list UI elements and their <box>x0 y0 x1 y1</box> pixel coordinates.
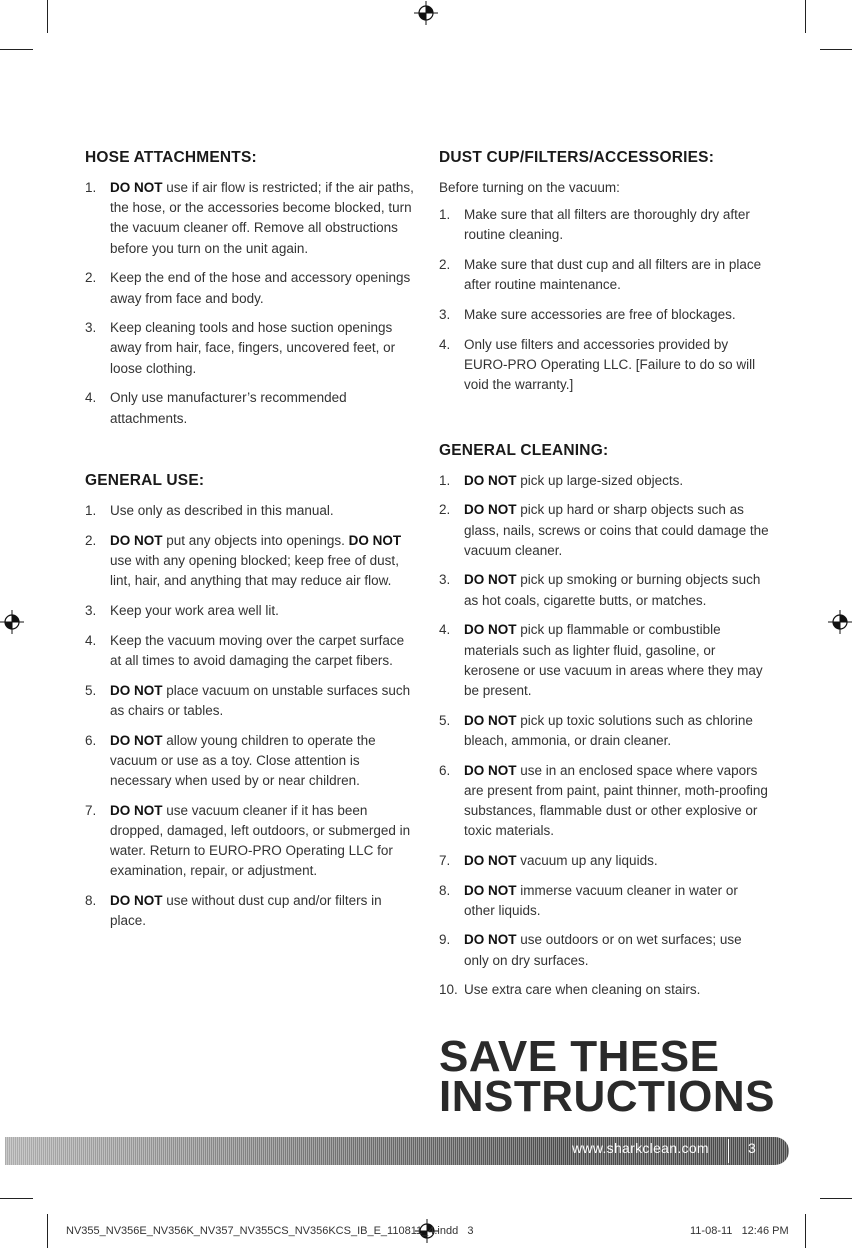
item-text: immerse vacuum cleaner in water or other liquids. <box>464 882 738 918</box>
list-item <box>439 980 769 1000</box>
item-text: vacuum up any liquids. <box>516 852 658 868</box>
list-item <box>85 318 415 379</box>
warning-emphasis: DO NOT <box>110 180 163 195</box>
warning-emphasis: DO NOT <box>464 882 517 898</box>
item-text: put any objects into openings. <box>162 532 349 548</box>
list-item <box>439 255 769 295</box>
list-item <box>439 620 769 701</box>
list-item <box>439 205 769 245</box>
dust-cup-section <box>439 149 769 395</box>
item-text: Make sure that all filters are thoroughly dry after routine cleaning. <box>464 207 750 243</box>
section-heading: HOSE ATTACHMENTS: <box>85 149 257 166</box>
item-text: use outdoors or on wet surfaces; use only on dry surfaces. <box>464 932 742 968</box>
crop-mark <box>47 1214 48 1248</box>
list-item <box>439 930 769 970</box>
warning-emphasis: DO NOT <box>110 532 163 548</box>
item-list <box>439 471 769 1001</box>
list-item <box>439 305 769 325</box>
list-item <box>85 631 415 671</box>
list-item <box>85 601 415 621</box>
warning-emphasis: DO NOT <box>464 472 517 488</box>
item-number: 3. <box>439 572 451 588</box>
registration-mark-icon <box>828 610 852 634</box>
section-heading: GENERAL CLEANING: <box>439 441 609 459</box>
item-text: Keep cleaning tools and hose suction openings away from hair, face, fingers, uncovered feet, or loose clothing. <box>110 320 396 376</box>
list-item <box>439 335 769 396</box>
item-text: Make sure accessories are free of blockages. <box>464 306 736 322</box>
item-text: place vacuum on unstable surfaces such as chairs or tables. <box>110 682 411 718</box>
item-text: Use only as described in this manual. <box>110 503 334 519</box>
list-item <box>439 881 769 921</box>
item-number: 2. <box>85 270 97 286</box>
footer-divider <box>728 1139 729 1163</box>
crop-mark <box>0 1198 33 1199</box>
list-item <box>439 711 769 751</box>
item-text: Keep the end of the hose and accessory openings away from face and body. <box>110 270 411 306</box>
item-number: 8. <box>85 892 97 908</box>
warning-emphasis: DO NOT <box>464 712 517 728</box>
list-item <box>85 268 415 308</box>
item-list <box>85 178 415 429</box>
item-number: 1. <box>439 207 451 222</box>
item-number: 5. <box>85 682 97 698</box>
item-number: 4. <box>85 390 97 406</box>
section-heading: GENERAL USE: <box>85 472 205 490</box>
item-text: use without dust cup and/or filters in place. <box>110 892 382 929</box>
save-line: SAVE THESE <box>439 1032 720 1081</box>
print-slug-date: 11-08-11 12:46 PM <box>690 1225 789 1237</box>
item-number: 8. <box>439 882 451 898</box>
crop-mark <box>820 1198 852 1199</box>
item-number: 2. <box>439 256 451 272</box>
item-number: 3. <box>85 603 97 619</box>
item-text: use with any opening blocked; keep free of dust, lint, hair, and anything that may reduce air flow. <box>110 553 399 589</box>
item-number: 3. <box>85 320 97 336</box>
left-column <box>85 149 415 941</box>
list-item <box>85 891 415 931</box>
general-cleaning-section <box>439 442 769 1001</box>
general-use-section <box>85 472 415 931</box>
list-item <box>85 178 415 259</box>
list-item <box>85 681 415 721</box>
item-number: 6. <box>439 762 451 778</box>
item-text: use vacuum cleaner if it has been dropped, damaged, left outdoors, or submerged in water. Return to EURO-PRO Operating LLC for examination, repair, or adjustment. <box>110 802 411 879</box>
list-item <box>439 500 769 561</box>
list-item <box>439 471 769 491</box>
item-text: allow young children to operate the vacuum or use as a toy. Close attention is necessary when used by or near children. <box>110 732 376 788</box>
list-item <box>85 501 415 521</box>
item-text: pick up flammable or combustible materials such as lighter fluid, gasoline, or kerosene or use vacuum in areas where they may be present. <box>464 622 763 698</box>
list-item <box>85 801 415 882</box>
crop-mark <box>805 0 806 33</box>
website-link[interactable]: www.sharkclean.com <box>572 1140 709 1156</box>
item-number: 9. <box>439 932 451 948</box>
warning-emphasis: DO NOT <box>348 532 402 548</box>
crop-mark <box>0 49 33 50</box>
item-number: 1. <box>85 180 97 195</box>
hose-attachments-section <box>85 149 415 429</box>
save-line: INSTRUCTIONS <box>439 1072 775 1121</box>
crop-mark <box>47 0 48 33</box>
list-item <box>85 531 415 592</box>
item-text: Use extra care when cleaning on stairs. <box>464 982 701 998</box>
item-number: 5. <box>439 712 451 728</box>
item-text: pick up toxic solutions such as chlorine bleach, ammonia, or drain cleaner. <box>464 712 753 748</box>
page-number: 3 <box>748 1140 756 1156</box>
list-item <box>85 731 415 792</box>
warning-emphasis: DO NOT <box>464 762 517 778</box>
registration-mark-icon <box>0 610 24 634</box>
section-intro: Before turning on the vacuum: <box>439 180 620 195</box>
item-number: 2. <box>85 532 97 548</box>
warning-emphasis: DO NOT <box>110 682 163 698</box>
list-item <box>439 761 769 842</box>
warning-emphasis: DO NOT <box>464 852 517 868</box>
item-number: 4. <box>439 622 451 638</box>
item-text: use in an enclosed space where vapors are present from paint, paint thinner, moth-proofing substances, flammable dust or other explosive or toxic materials. <box>464 762 768 839</box>
item-number: 10. <box>439 982 458 998</box>
warning-emphasis: DO NOT <box>110 802 163 818</box>
item-text: Keep your work area well lit. <box>110 603 279 619</box>
section-heading: DUST CUP/FILTERS/ACCESSORIES: <box>439 149 715 166</box>
item-list <box>439 205 769 395</box>
item-text: Make sure that dust cup and all filters are in place after routine maintenance. <box>464 256 762 293</box>
item-number: 1. <box>85 503 97 519</box>
crop-mark <box>820 49 852 50</box>
item-text: Keep the vacuum moving over the carpet surface at all times to avoid damaging the carpet fibers. <box>110 632 405 668</box>
warning-emphasis: DO NOT <box>110 732 163 748</box>
warning-emphasis: DO NOT <box>464 622 517 638</box>
warning-emphasis: DO NOT <box>110 892 163 908</box>
item-number: 3. <box>439 306 451 322</box>
list-item <box>439 851 769 871</box>
item-number: 1. <box>439 472 451 488</box>
item-text: pick up large-sized objects. <box>516 472 684 488</box>
save-instructions-title <box>439 1032 775 1121</box>
item-list <box>85 501 415 931</box>
print-slug-filename: NV355_NV356E_NV356K_NV357_NV355CS_NV356KCS_IB_E_110811_4.indd 3 <box>66 1225 474 1237</box>
item-number: 7. <box>439 852 451 868</box>
registration-mark-icon <box>414 1 438 25</box>
crop-mark <box>805 1214 806 1248</box>
list-item <box>439 570 769 610</box>
item-number: 4. <box>439 336 451 352</box>
footer-band-fade <box>5 1137 565 1165</box>
item-number: 7. <box>85 802 97 818</box>
item-text: pick up smoking or burning objects such as hot coals, cigarette butts, or matches. <box>464 572 761 608</box>
list-item <box>85 388 415 428</box>
warning-emphasis: DO NOT <box>464 502 517 518</box>
warning-emphasis: DO NOT <box>464 572 517 588</box>
item-number: 4. <box>85 632 97 648</box>
item-text: pick up hard or sharp objects such as glass, nails, screws or coins that could damage the vacuum cleaner. <box>464 502 769 558</box>
item-text: use if air flow is restricted; if the air paths, the hose, or the accessories become blocked, turn the vacuum cleaner off. Remove all obstructions before you turn on the unit again. <box>110 180 414 256</box>
item-text: Only use filters and accessories provided by EURO-PRO Operating LLC. [Failure to do so will void the warranty.] <box>464 336 756 392</box>
warning-emphasis: DO NOT <box>464 932 517 948</box>
item-text: Only use manufacturer’s recommended attachments. <box>110 390 347 426</box>
item-number: 2. <box>439 502 451 518</box>
item-number: 6. <box>85 732 97 748</box>
right-column <box>439 149 769 1010</box>
